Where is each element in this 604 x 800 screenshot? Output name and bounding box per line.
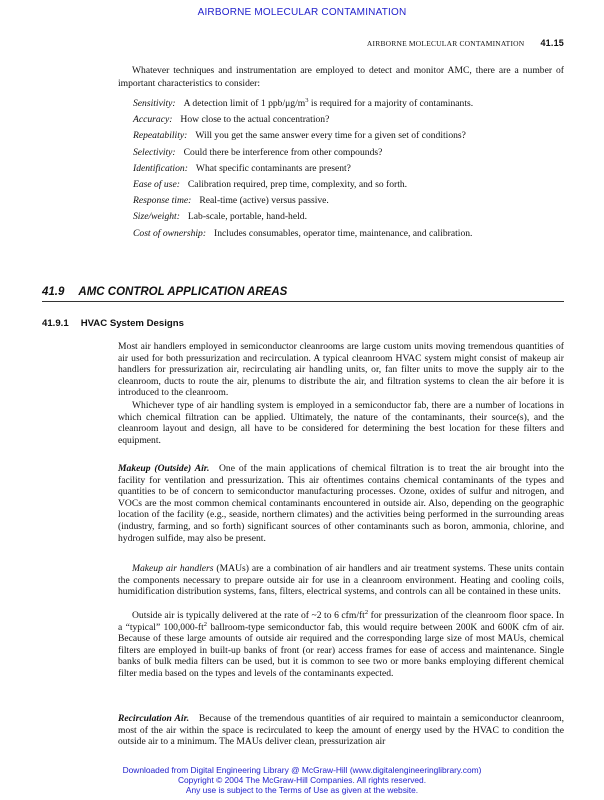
paragraph-air-handlers: Most air handlers employed in semiconductor cleanrooms are large custom units moving tremendous quantities of air used for both pressurization and recirculation. A typical cleanroom HVAC system might consist of makeup air handlers for pressurization air, recirculating air handling units, or, fan filter units to move the supply air to the cleanroom, ducts to route the air, plenums to distribute the air, and filtration systems to clean the air before it is introduced to the cleanroom. — [118, 341, 564, 399]
criteria-description: Could there be interference from other compounds? — [183, 146, 383, 158]
section-rule — [42, 301, 564, 302]
criteria-item — [133, 179, 573, 195]
criteria-description: Real-time (active) versus passive. — [199, 195, 329, 207]
paragraph-makeup-air-handlers — [118, 563, 564, 598]
criteria-item — [133, 147, 573, 163]
criteria-term: Cost of ownership: — [133, 227, 207, 239]
footer — [0, 765, 604, 795]
makeup-air-runin-heading: Makeup (Outside) Air. — [118, 463, 210, 474]
criteria-term: Identification: — [133, 162, 188, 174]
recirculation-text: Because of the tremendous quantities of air required to maintain a semiconductor cleanroom, most of the air within the space is recirculated to keep the amount of energy used by the HVAC to condition the outside air to a minimum. The MAUs deliver clean, pressurization air — [118, 713, 565, 748]
paragraph-outside-air-rate — [118, 610, 564, 680]
criteria-description: How close to the actual concentration? — [180, 114, 330, 126]
criteria-superscript: 3 — [305, 96, 309, 104]
criteria-term: Sensitivity: — [133, 98, 176, 109]
criteria-item — [133, 114, 573, 130]
criteria-term: Accuracy: — [133, 114, 173, 126]
subsection-number: 41.9.1 — [42, 318, 69, 329]
criteria-description: Will you get the same answer every time for a given set of conditions? — [195, 130, 466, 142]
footer-copyright-line: Copyright © 2004 The McGraw-Hill Companies. All rights reserved. — [177, 775, 427, 785]
makeup-air-text: One of the main applications of chemical filtration is to treat the air brought into the facility for ventilation and pressurization. This air oftentimes contains chemical contaminants of the types and quantities to be of concern to semiconductor manufacturing processes. Ozone, oxides of sulfur and nitrogen, and VOCs are the most common chemical contaminants encountered in outside air. Also, depending on the geographic location of the facility (e.g., seaside, northern climates) and the activities being performed in the surrounding areas (industry, farming, and so forth) significant sources of other contaminants such as boron, ammonia, chlorine, and hydrogen sulfide, may also be present. — [118, 463, 564, 544]
criteria-item — [133, 211, 573, 227]
mau-text: (MAUs) are a combination of air handlers and air treatment systems. These units contain the components necessary to prepare outside air for use in a cleanroom environment. Heating and cooling coils, humidification distribution systems, fans, filters, electrical systems, and controls can all be contained in these units. — [118, 563, 564, 598]
criteria-description: A detection limit of 1 ppb/μg/m — [183, 98, 306, 109]
criteria-term: Size/weight: — [133, 211, 180, 223]
subsection-title: HVAC System Designs — [80, 318, 184, 329]
criteria-item — [133, 98, 573, 114]
top-banner: AIRBORNE MOLECULAR CONTAMINATION — [197, 7, 407, 18]
paragraph-makeup-air — [118, 463, 564, 544]
section-title: AMC CONTROL APPLICATION AREAS — [78, 286, 288, 298]
outside-air-text-a: Outside air is typically delivered at the rate of ~2 to 6 cfm/ft — [132, 610, 365, 621]
criteria-description: Calibration required, prep time, complexity, and so forth. — [187, 178, 408, 190]
footer-download-line[interactable]: Downloaded from Digital Engineering Library @ McGraw-Hill (www.digitalengineeringlibrary.com) — [122, 765, 482, 775]
criteria-list — [133, 98, 573, 244]
section-number: 41.9 — [42, 286, 65, 298]
footer-terms-line: Any use is subject to the Terms of Use as given at the website. — [185, 785, 419, 795]
intro-paragraph: Whatever techniques and instrumentation are employed to detect and monitor AMC, there are a number of important characteristics to consider: — [118, 65, 564, 89]
criteria-description: Includes consumables, operator time, maintenance, and calibration. — [214, 227, 473, 239]
paragraph-filter-locations: Whichever type of air handling system is employed in a semiconductor fab, there are a number of locations in which chemical filtration can be applied. Ultimately, the nature of the contaminants, their source(s), and the cleanroom layout and design, all have to be considered for determining the best location for these filters and equipment. — [118, 400, 564, 446]
page-number: 41.15 — [540, 38, 564, 48]
superscript: 2 — [364, 608, 369, 616]
recirculation-runin-heading: Recirculation Air. — [118, 713, 190, 724]
running-head-title: AIRBORNE MOLECULAR CONTAMINATION — [366, 39, 525, 48]
mau-term: Makeup air handlers — [132, 563, 214, 574]
section-heading — [42, 286, 287, 298]
outside-air-text-b: for pressurization of the cleanroom floor space. In a “typical” 100,000-ft — [118, 610, 565, 633]
criteria-term: Ease of use: — [133, 178, 180, 190]
criteria-description-tail: is required for a majority of contaminants. — [308, 98, 474, 109]
criteria-item — [133, 130, 573, 146]
criteria-description: What specific contaminants are present? — [195, 162, 351, 174]
criteria-description: Lab-scale, portable, hand-held. — [187, 211, 307, 223]
criteria-item — [133, 228, 573, 244]
outside-air-text-c: ballroom-type semiconductor fab, this would require between 200K and 600K cfm of air. Because of these large amounts of outside air required and the corresponding large size of most MAUs, chemical filters are employed in built-up banks of front (or rear) access frames for ease of access and maintenance. Single banks of bulk media filters can be used, but it is common to see two or more banks employing different chemical filter media based on the types and levels of the contaminants expected. — [118, 621, 565, 679]
criteria-term: Repeatability: — [133, 130, 188, 142]
subsection-heading — [42, 318, 184, 329]
criteria-term: Response time: — [133, 195, 192, 207]
criteria-item — [133, 195, 573, 211]
criteria-term: Selectivity: — [133, 146, 176, 158]
criteria-item — [133, 163, 573, 179]
paragraph-recirculation-air — [118, 713, 564, 748]
superscript: 2 — [203, 620, 208, 628]
running-head — [367, 38, 564, 48]
